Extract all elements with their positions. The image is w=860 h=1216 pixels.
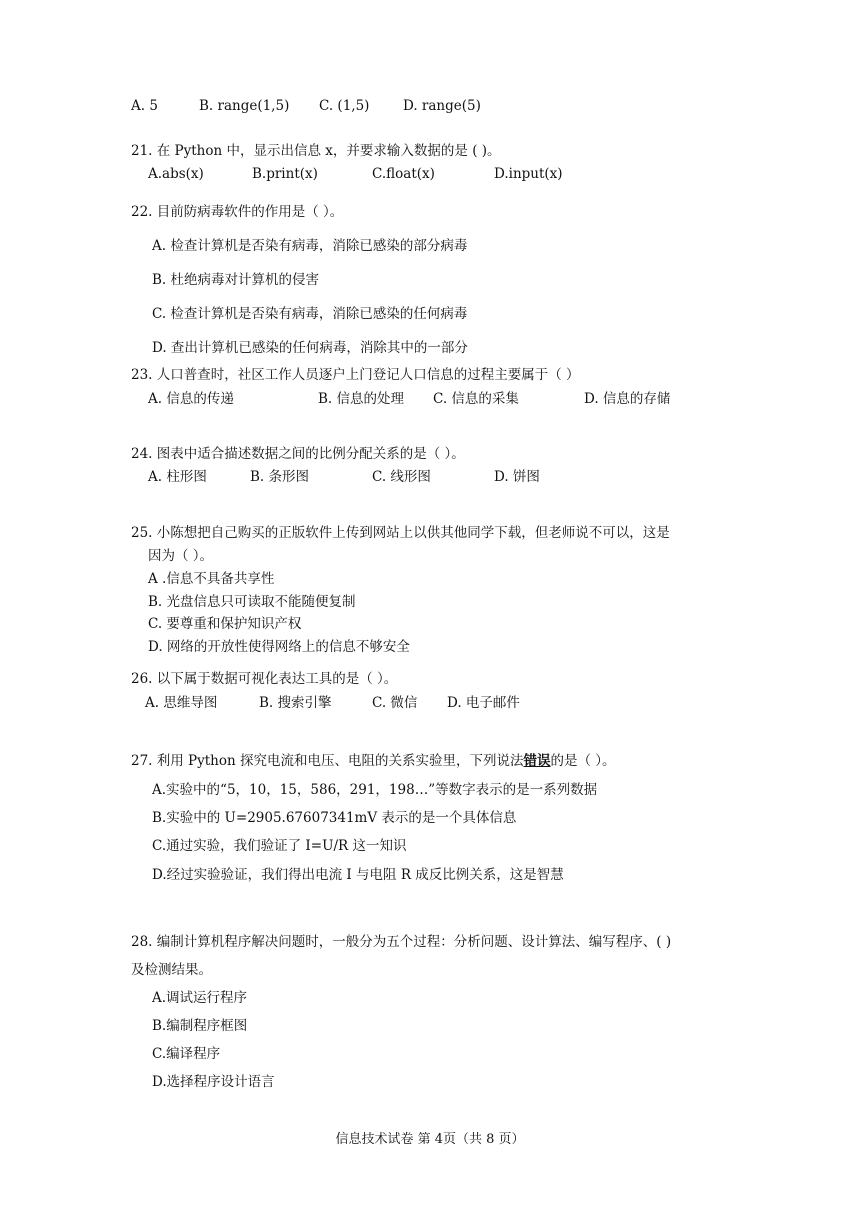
q21-stem: 21. 在 Python 中，显示出信息 x，并要求输入数据的是 ( )。 [131, 143, 501, 159]
q27-stem [131, 751, 616, 771]
q21-option-a: A.abs(x) [148, 166, 204, 182]
q28-option-c: C.编译程序 [152, 1046, 221, 1062]
q24-stem: 24. 图表中适合描述数据之间的比例分配关系的是（ ）。 [131, 446, 465, 462]
q23-stem: 23. 人口普查时，社区工作人员逐户上门登记人口信息的过程主要属于（ ） [131, 367, 580, 383]
q20-option-d: D. range(5) [403, 98, 481, 114]
q25-option-d: D. 网络的开放性使得网络上的信息不够安全 [148, 639, 410, 655]
q26-stem: 26. 以下属于数据可视化表达工具的是（ ）。 [131, 671, 398, 687]
q27-stem-before: 27. 利用 Python 探究电流和电压、电阻的关系实验里，下列说法 [131, 753, 524, 769]
q23-option-d: D. 信息的存储 [584, 391, 671, 407]
q27-stem-after: 的是（ ）。 [550, 753, 616, 769]
q27-option-b: B.实验中的 U=2905.67607341mV 表示的是一个具体信息 [152, 810, 517, 826]
q24-option-a: A. 柱形图 [148, 469, 207, 485]
q28-option-a: A.调试运行程序 [152, 990, 248, 1006]
q20-option-b: B. range(1,5) [199, 98, 290, 114]
q26-option-a: A. 思维导图 [145, 695, 218, 711]
q22-option-c: C. 检查计算机是否染有病毒，消除已感染的任何病毒 [152, 306, 468, 322]
q25-option-a: A .信息不具备共享性 [148, 571, 275, 587]
q27-option-a: A.实验中的“5，10，15，586，291，198…”等数字表示的是一系列数据 [152, 782, 598, 798]
q25-stem-line1: 25. 小陈想把自己购买的正版软件上传到网站上以供其他同学下载，但老师说不可以，这是 [131, 525, 670, 541]
q25-stem-line2: 因为（ ）。 [148, 548, 214, 564]
q21-option-d: D.input(x) [494, 166, 563, 182]
q21-option-c: C.float(x) [372, 166, 435, 182]
q26-option-c: C. 微信 [372, 695, 418, 711]
q25-option-b: B. 光盘信息只可读取不能随便复制 [148, 594, 356, 610]
q24-option-b: B. 条形图 [250, 469, 310, 485]
q28-option-d: D.选择程序设计语言 [152, 1074, 275, 1090]
q28-stem-line2: 及检测结果。 [131, 962, 212, 978]
q28-option-b: B.编制程序框图 [152, 1018, 248, 1034]
q22-option-d: D. 查出计算机已感染的任何病毒，消除其中的一部分 [152, 340, 468, 356]
q27-stem-emphasis: 错误 [523, 753, 551, 769]
q22-stem: 22. 目前防病毒软件的作用是（ ）。 [131, 204, 344, 220]
q23-option-a: A. 信息的传递 [148, 391, 234, 407]
q24-option-d: D. 饼图 [494, 469, 540, 485]
q26-option-b: B. 搜索引擎 [259, 695, 332, 711]
q22-option-b: B. 杜绝病毒对计算机的侵害 [152, 272, 320, 288]
page-footer: 信息技术试卷 第 4页（共 8 页） [335, 1132, 525, 1147]
q27-option-d: D.经过实验验证，我们得出电流 I 与电阻 R 成反比例关系，这是智慧 [152, 867, 564, 883]
q27-option-c: C.通过实验，我们验证了 I=U/R 这一知识 [152, 838, 407, 854]
q22-option-a: A. 检查计算机是否染有病毒，消除已感染的部分病毒 [152, 238, 468, 254]
q23-option-b: B. 信息的处理 [318, 391, 405, 407]
q20-option-a: A. 5 [131, 98, 158, 114]
q26-option-d: D. 电子邮件 [447, 695, 520, 711]
q28-stem-line1: 28. 编制计算机程序解决问题时，一般分为五个过程：分析问题、设计算法、编写程序、( ) [131, 934, 672, 950]
q24-option-c: C. 线形图 [372, 469, 431, 485]
q25-option-c: C. 要尊重和保护知识产权 [148, 616, 302, 632]
q20-option-c: C. (1,5) [319, 98, 370, 114]
q23-option-c: C. 信息的采集 [433, 391, 519, 407]
q21-option-b: B.print(x) [252, 166, 318, 182]
